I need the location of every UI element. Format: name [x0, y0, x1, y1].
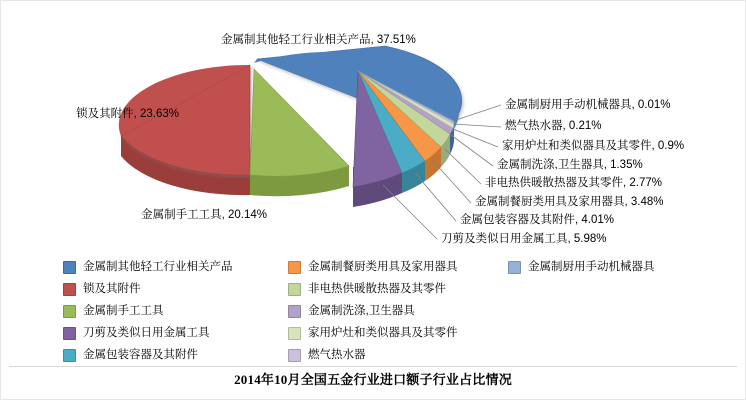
callout-label-4: 燃气热水器, 0.21% [505, 120, 602, 132]
chart-legend [63, 256, 723, 366]
legend-label: 金属制餐厨类用具及家用器具 [308, 261, 458, 273]
legend-item-7[interactable] [288, 304, 508, 318]
callout-label-2: 金属制手工工具, 20.14% [141, 209, 267, 221]
legend-swatch-icon [63, 327, 76, 340]
legend-item-6[interactable] [288, 282, 508, 296]
legend-swatch-icon [508, 261, 521, 274]
legend-swatch-icon [288, 349, 301, 362]
callout-label-10: 刀剪及类似日用金属工具, 5.98% [441, 233, 607, 245]
title-divider [9, 366, 737, 367]
callout-label-5: 家用炉灶和类似器具及其零件, 0.9% [502, 140, 685, 152]
callout-label-8: 金属制餐厨类用具及家用器具, 3.48% [475, 196, 664, 208]
legend-item-5[interactable] [288, 260, 508, 274]
page-title: 2014年10月全国五金行业进口额子行业占比情况 [234, 372, 512, 387]
legend-label: 家用炉灶和类似器具及其零件 [308, 327, 458, 339]
legend-swatch-icon [63, 261, 76, 274]
legend-label: 非电热供暖散热器及其零件 [308, 283, 446, 295]
legend-item-0[interactable] [63, 260, 288, 274]
pie-chart-area [1, 1, 746, 261]
legend-item-9[interactable] [288, 348, 508, 362]
legend-swatch-icon [288, 261, 301, 274]
callout-label-1: 锁及其附件, 23.63% [76, 108, 179, 120]
legend-label: 金属制厨用手动机械器具 [528, 261, 655, 273]
chart-title-bar [1, 369, 745, 389]
legend-label: 燃气热水器 [308, 349, 366, 361]
legend-swatch-icon [288, 327, 301, 340]
legend-item-8[interactable] [288, 326, 508, 340]
legend-swatch-icon [63, 349, 76, 362]
legend-item-1[interactable] [63, 282, 288, 296]
legend-swatch-icon [288, 283, 301, 296]
legend-label: 刀剪及类似日用金属工具 [83, 327, 210, 339]
legend-label: 金属制其他轻工行业相关产品 [83, 261, 233, 273]
callout-label-6: 金属制洗涤,卫生器具, 1.35% [497, 159, 643, 171]
legend-swatch-icon [63, 305, 76, 318]
callout-label-7: 非电热供暖散热器及其零件, 2.77% [485, 177, 662, 189]
legend-item-10[interactable] [508, 260, 723, 274]
legend-swatch-icon [288, 305, 301, 318]
legend-item-2[interactable] [63, 304, 288, 318]
legend-label: 锁及其附件 [83, 283, 141, 295]
callout-label-9: 金属包装容器及其附件, 4.01% [460, 214, 614, 226]
callout-label-0: 金属制其他轻工行业相关产品, 37.51% [221, 34, 416, 46]
legend-item-4[interactable] [63, 348, 288, 362]
callout-label-3: 金属制厨用手动机械器具, 0.01% [505, 99, 671, 111]
legend-label: 金属制手工工具 [83, 305, 164, 317]
legend-swatch-icon [63, 283, 76, 296]
legend-item-3[interactable] [63, 326, 288, 340]
legend-label: 金属包装容器及其附件 [83, 349, 198, 361]
legend-label: 金属制洗涤,卫生器具 [308, 305, 415, 317]
